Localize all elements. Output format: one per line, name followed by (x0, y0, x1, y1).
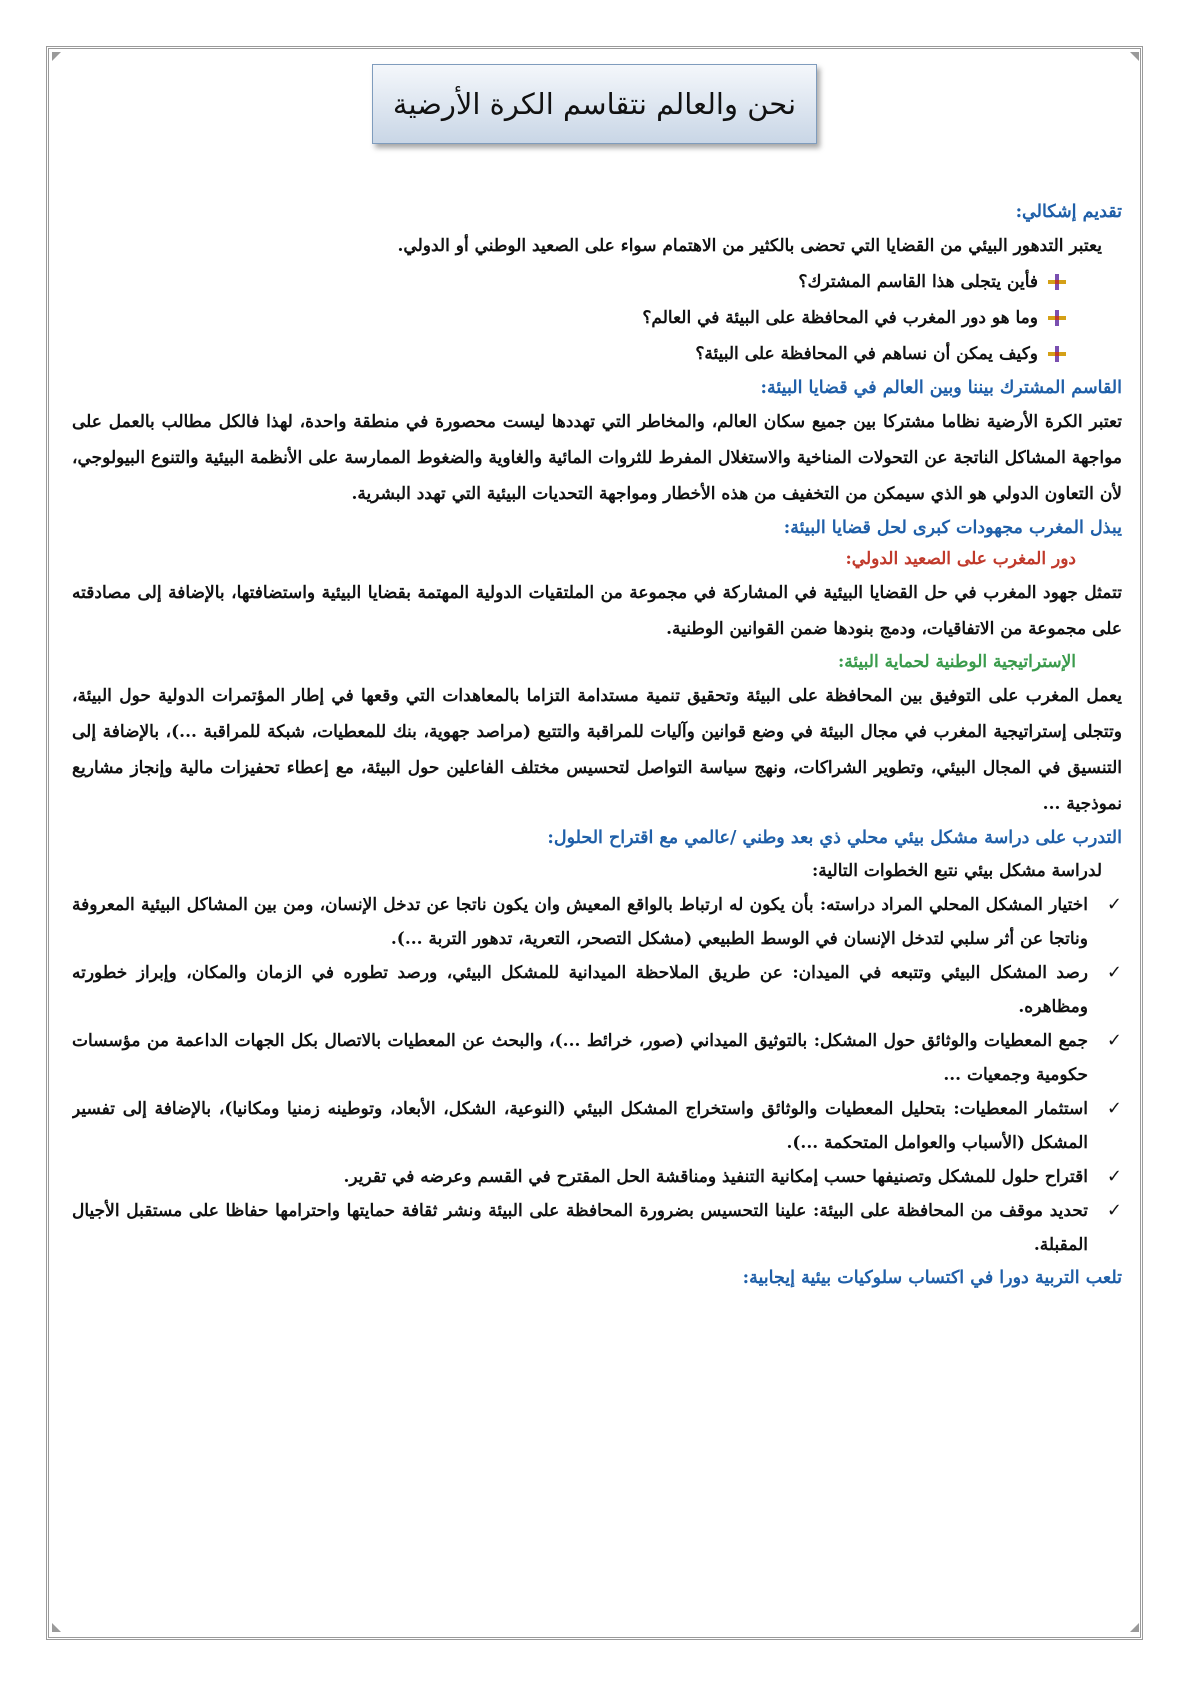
corner-ornament (1130, 52, 1139, 61)
step-text: جمع المعطيات والوثائق حول المشكل: بالتوثيق الميداني (صور، خرائط ...)، والبحث عن المعطيات بالاتصال بكل الجهات الداعمة من مؤسسات حكومية وجمعيات ... (72, 1031, 1088, 1085)
section-text: تتمثل جهود المغرب في حل القضايا البيئية في المشاركة في مجموعة من الملتقيات الدولية المهتمة بقضايا البيئية واستضافتها، بالإضافة إلى مصادقته على مجموعة من الاتفاقيات، ودمج بنودها ضمن القوانين الوطنية. (72, 583, 1122, 639)
step-text: تحديد موقف من المحافظة على البيئة: علينا التحسيس بضرورة المحافظة على البيئة ونشر ثقافة حمايتها واحترامها حفاظا على مستقبل الأجيال المقبلة. (72, 1201, 1088, 1255)
step-text: اقتراح حلول للمشكل وتصنيفها حسب إمكانية التنفيذ ومناقشة الحل المقترح في القسم وعرضه في تقرير. (343, 1167, 1088, 1187)
corner-ornament (52, 52, 61, 61)
subsection-heading: الإستراتيجية الوطنية لحماية البيئة: (837, 652, 1076, 672)
step-text: رصد المشكل البيئي وتتبعه في الميدان: عن طريق الملاحظة الميدانية للمشكل البيئي، ورصد تطوره في الزمان والمكان، وإبراز خطورته ومظاهره. (72, 963, 1088, 1017)
check-icon: ✓ (1106, 894, 1122, 915)
list-item (72, 336, 1122, 372)
list-item (72, 1194, 1122, 1262)
question-text: فأين يتجلى هذا القاسم المشترك؟ (798, 271, 1038, 292)
list-item (72, 1092, 1122, 1160)
section-text: تعتبر الكرة الأرضية نظاما مشتركا بين جميع سكان العالم، والمخاطر التي تهددها ليست محصورة في منطقة واحدة، لهذا فالكل مطالب بالعمل على مواجهة المشاكل الناتجة عن التحولات المناخية والاستغلال المفرط للثروات المائية والغاوية والضغوط الممارسة على الأنظمة البيئية والتنوع البيولوجي، لأن التعاون الدولي هو الذي سيمكن من التخفيف من هذه الأخطار ومواجهة التحديات البيئية التي تهدد البشرية. (72, 412, 1122, 504)
document-body (72, 196, 1122, 1626)
question-text: وما هو دور المغرب في المحافظة على البيئة في العالم؟ (642, 307, 1038, 328)
section-heading: القاسم المشترك بيننا وبين العالم في قضايا البيئة: (760, 378, 1122, 398)
question-list (72, 264, 1122, 372)
list-item (72, 956, 1122, 1024)
question-text: وكيف يمكن أن نساهم في المحافظة على البيئة؟ (695, 343, 1038, 364)
list-item (72, 1024, 1122, 1092)
check-icon: ✓ (1106, 962, 1122, 983)
list-item (72, 300, 1122, 336)
section-heading: التدرب على دراسة مشكل بيئي محلي ذي بعد وطني /عالمي مع اقتراح الحلول: (547, 828, 1122, 848)
check-icon: ✓ (1106, 1200, 1122, 1221)
plus-bullet-icon (1048, 346, 1066, 362)
page-title: نحن والعالم نتقاسم الكرة الأرضية (372, 64, 817, 144)
list-item (72, 1160, 1122, 1194)
check-icon: ✓ (1106, 1030, 1122, 1051)
list-item (72, 264, 1122, 300)
corner-ornament (1130, 1623, 1139, 1632)
section-heading: تلعب التربية دورا في اكتساب سلوكيات بيئية إيجابية: (742, 1268, 1122, 1288)
plus-bullet-icon (1048, 310, 1066, 326)
section-heading: يبذل المغرب مجهودات كبرى لحل قضايا البيئة: (783, 518, 1122, 538)
plus-bullet-icon (1048, 274, 1066, 290)
section-text: يعمل المغرب على التوفيق بين المحافظة على البيئة وتحقيق تنمية مستدامة التزاما بالمعاهدات التي وقعها في إطار المؤتمرات الدولية حول البيئة، وتتجلى إستراتيجية المغرب في مجال البيئة في وضع قوانين وآليات للمراقبة والتتبع (مراصد جهوية، بنك للمعطيات، شبكة للمراقبة ...)، بالإضافة إلى التنسيق في المجال البيئي، وتطوير الشراكات، ونهج سياسة التواصل لتحسيس مختلف الفاعلين حول البيئة، مع إعطاء تحفيزات مالية وإنجاز مشاريع نموذجية ... (72, 686, 1122, 814)
subsection-heading: دور المغرب على الصعيد الدولي: (845, 549, 1076, 569)
section-intro: لدراسة مشكل بيئي نتبع الخطوات التالية: (812, 861, 1102, 881)
intro-heading: تقديم إشكالي: (1015, 202, 1122, 222)
check-icon: ✓ (1106, 1098, 1122, 1119)
check-icon: ✓ (1106, 1166, 1122, 1187)
steps-list (72, 888, 1122, 1262)
intro-text: يعتبر التدهور البيئي من القضايا التي تحضى بالكثير من الاهتمام سواء على الصعيد الوطني أو الدولي. (397, 236, 1102, 256)
step-text: اختيار المشكل المحلي المراد دراسته: بأن يكون له ارتباط بالواقع المعيش وان يكون ناتجا عن تدخل الإنسان، ومن بين المشاكل البيئية المعروفة وناتجا عن أثر سلبي لتدخل الإنسان في الوسط الطبيعي (مشكل التصحر، التعرية، تدهور التربة ...). (72, 895, 1088, 949)
step-text: استثمار المعطيات: بتحليل المعطيات والوثائق واستخراج المشكل البيئي (النوعية، الشكل، الأبعاد، وتوطينه زمنيا ومكانيا)، بالإضافة إلى تفسير المشكل (الأسباب والعوامل المتحكمة ...). (72, 1099, 1088, 1153)
list-item (72, 888, 1122, 956)
corner-ornament (52, 1623, 61, 1632)
